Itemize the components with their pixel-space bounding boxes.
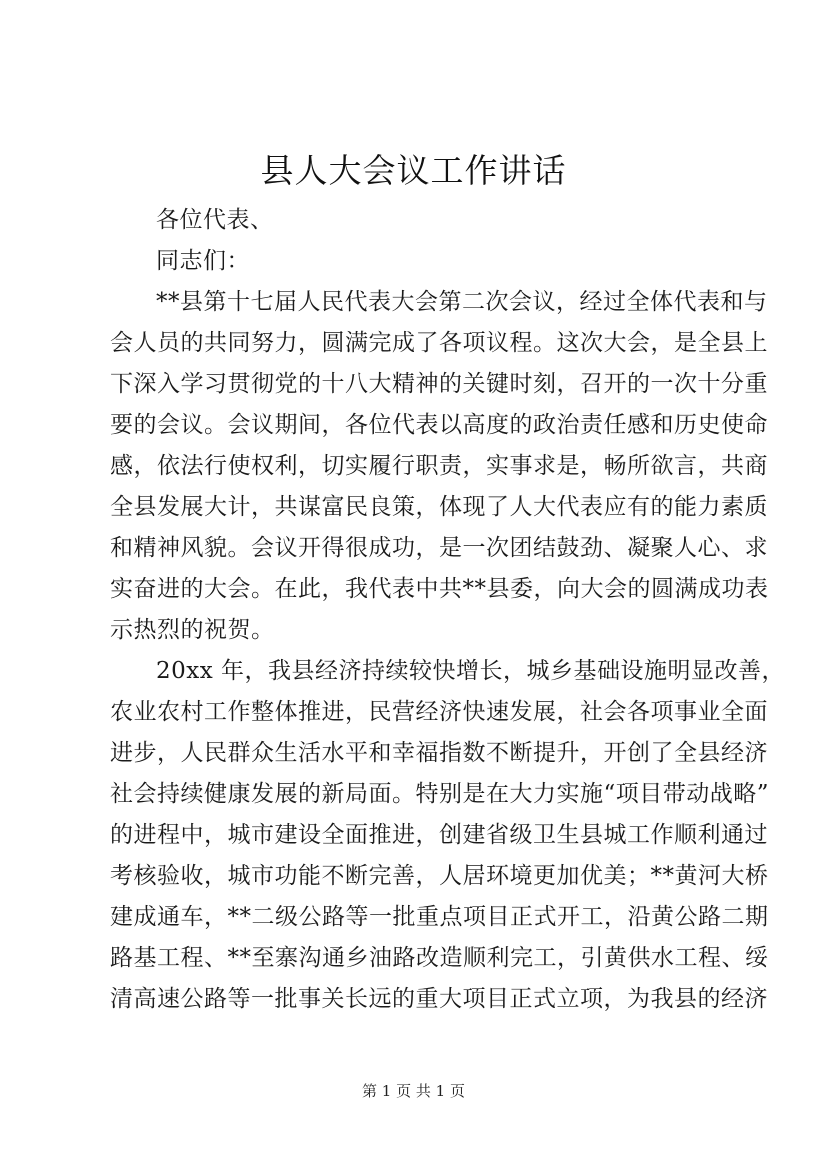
- paragraph-line: 的进程中，城市建设全面推进，创建省级卫生县城工作顺利通过: [110, 822, 768, 848]
- paragraph-line: 下深入学习贯彻党的十八大精神的关键时刻，召开的一次十分重: [110, 371, 768, 397]
- salutation-line: 各位代表、: [156, 207, 274, 233]
- paragraph-line: 社会持续健康发展的新局面。特别是在大力实施“项目带动战略”: [110, 781, 770, 807]
- paragraph-line: 20xx 年，我县经济持续较快增长，城乡基础设施明显改善，: [156, 658, 786, 684]
- page-number-footer: 第 1 页 共 1 页: [362, 1082, 465, 1100]
- paragraph-line: 考核验收，城市功能不断完善，人居环境更加优美；**黄河大桥: [110, 863, 769, 889]
- document-body: [110, 200, 786, 1020]
- paragraph-line: 感，依法行使权利，切实履行职责，实事求是，畅所欲言，共商: [110, 453, 768, 479]
- paragraph-line: **县第十七届人民代表大会第二次会议，经过全体代表和与: [156, 289, 768, 315]
- paragraph-line: 全县发展大计，共谋富民良策，体现了人大代表应有的能力素质: [110, 494, 768, 520]
- paragraph-line: 和精神风貌。会议开得很成功，是一次团结鼓劲、凝聚人心、求: [110, 535, 768, 561]
- paragraph-line: 会人员的共同努力，圆满完成了各项议程。这次大会，是全县上: [110, 330, 768, 356]
- paragraph-line: 要的会议。会议期间，各位代表以高度的政治责任感和历史使命: [110, 412, 768, 438]
- paragraph-line: 清高速公路等一批事关长远的重大项目正式立项，为我县的经济: [110, 986, 768, 1012]
- paragraph-line: 实奋进的大会。在此，我代表中共**县委，向大会的圆满成功表: [110, 576, 769, 602]
- page-title: 县人大会议工作讲话: [260, 151, 567, 190]
- salutation-line: 同志们：: [156, 248, 250, 274]
- paragraph-line: 建成通车，**二级公路等一批重点项目正式开工，沿黄公路二期: [110, 904, 769, 930]
- paragraph-line: 路基工程、**至寨沟通乡油路改造顺利完工，引黄供水工程、绥: [110, 945, 769, 971]
- paragraph-line: 示热烈的祝贺。: [110, 617, 275, 643]
- paragraph-line: 进步，人民群众生活水平和幸福指数不断提升，开创了全县经济: [110, 740, 768, 766]
- paragraph-line: 农业农村工作整体推进，民营经济快速发展，社会各项事业全面: [110, 699, 768, 725]
